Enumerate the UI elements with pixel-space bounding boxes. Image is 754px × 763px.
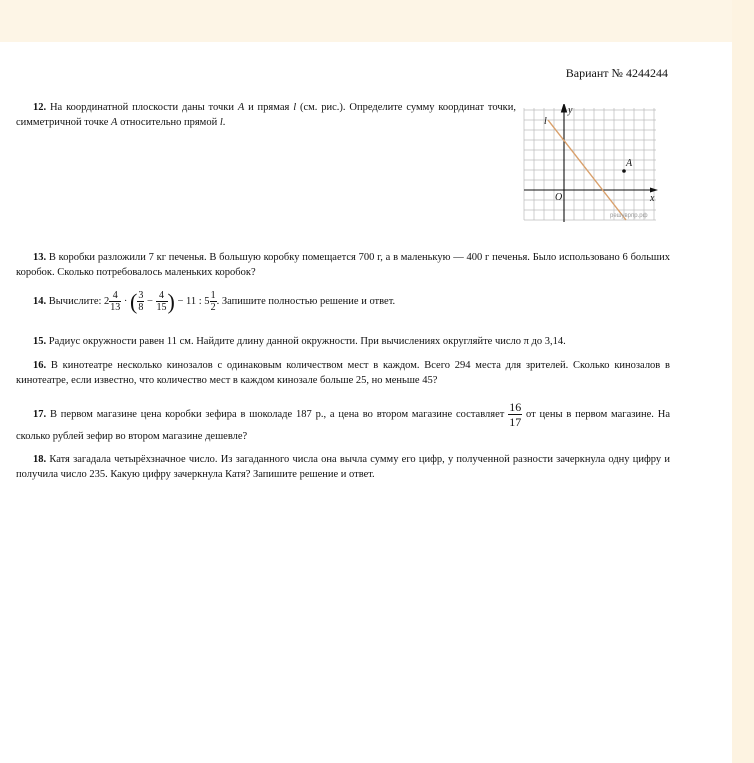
variant-number: Вариант № 4244244 <box>565 66 668 80</box>
x-axis-label: x <box>650 193 655 204</box>
origin-label: O <box>555 192 563 203</box>
close-paren: ) <box>167 289 175 314</box>
top-band <box>0 0 732 42</box>
point-a <box>622 169 626 173</box>
problem-number: 18. <box>33 454 47 465</box>
problem-number: 12. <box>33 102 47 113</box>
coordinate-grid-figure <box>522 104 662 224</box>
problem-15: 15. Радиус окружности равен 11 см. Найдите длину данной окружности. При вычислениях округляйте число π до 3,14. <box>33 336 566 347</box>
open-paren: ( <box>130 289 138 314</box>
problem-12: 12. На координатной плоскости даны точки A и прямая l (см. рис.). Определите сумму координат точки, симметричной точке A относительно прямой l. <box>16 102 516 128</box>
fraction: $\frac{16}{17}$ <box>509 400 522 429</box>
watermark: решуврпр.рф <box>610 213 648 219</box>
fraction: $\frac{4}{13}$ <box>110 290 121 313</box>
problem-number: 17. <box>33 408 47 420</box>
line-l-label: l <box>544 116 547 127</box>
problem-14: 14. Вычислите: 2 $\frac{4}{13}$ · ( $\frac{3}{8}$ − $\frac{4}{15}$ ) − 11 : 5 $\frac{1}{2}$ . Запишите полностью решение и ответ. <box>33 289 396 314</box>
fraction: $\frac{3}{8}$ <box>138 290 144 313</box>
problem-number: 15. <box>33 336 47 347</box>
problem-18: 18. Катя загадала четырёхзначное число. Из загаданного числа она вычла сумму его цифр, у полученной разности зачеркнула одну цифру и получила число 235. Какую цифру зачеркнула Катя? Запишите решение и ответ. <box>16 454 670 480</box>
problem-number: 13. <box>33 252 47 263</box>
problem-17: 17. В первом магазине цена коробки зефира в шоколаде 187 р., а цена во втором магазине составляет $\frac{16}{17}$ от цены в первом магазине. На сколько рублей зефир во втором магазине дешевле? <box>16 400 670 442</box>
worksheet-page <box>0 42 732 763</box>
fraction: $\frac{1}{2}$ <box>210 290 216 313</box>
y-axis-label: y <box>568 105 573 116</box>
y-axis-arrow-icon <box>562 104 567 112</box>
right-strip <box>732 0 754 763</box>
problem-13: 13. В коробки разложили 7 кг печенья. В большую коробку помещается 700 г, а в маленькую — 400 г печенья. Было использовано 6 больших коробок. Сколько потребовалось маленьких коробок? <box>16 252 670 278</box>
problem-16: 16. В кинотеатре несколько кинозалов с одинаковым количеством мест в каждом. Всего 294 места для зрителей. Сколько кинозалов в кинотеатре, если известно, что количество мест в каждом кинозале больше 25, но меньше 45? <box>16 360 670 386</box>
point-a-label: A <box>626 158 633 169</box>
problem-number: 14. <box>33 295 47 307</box>
problem-number: 16. <box>33 360 47 371</box>
fraction: $\frac{4}{15}$ <box>156 290 167 313</box>
